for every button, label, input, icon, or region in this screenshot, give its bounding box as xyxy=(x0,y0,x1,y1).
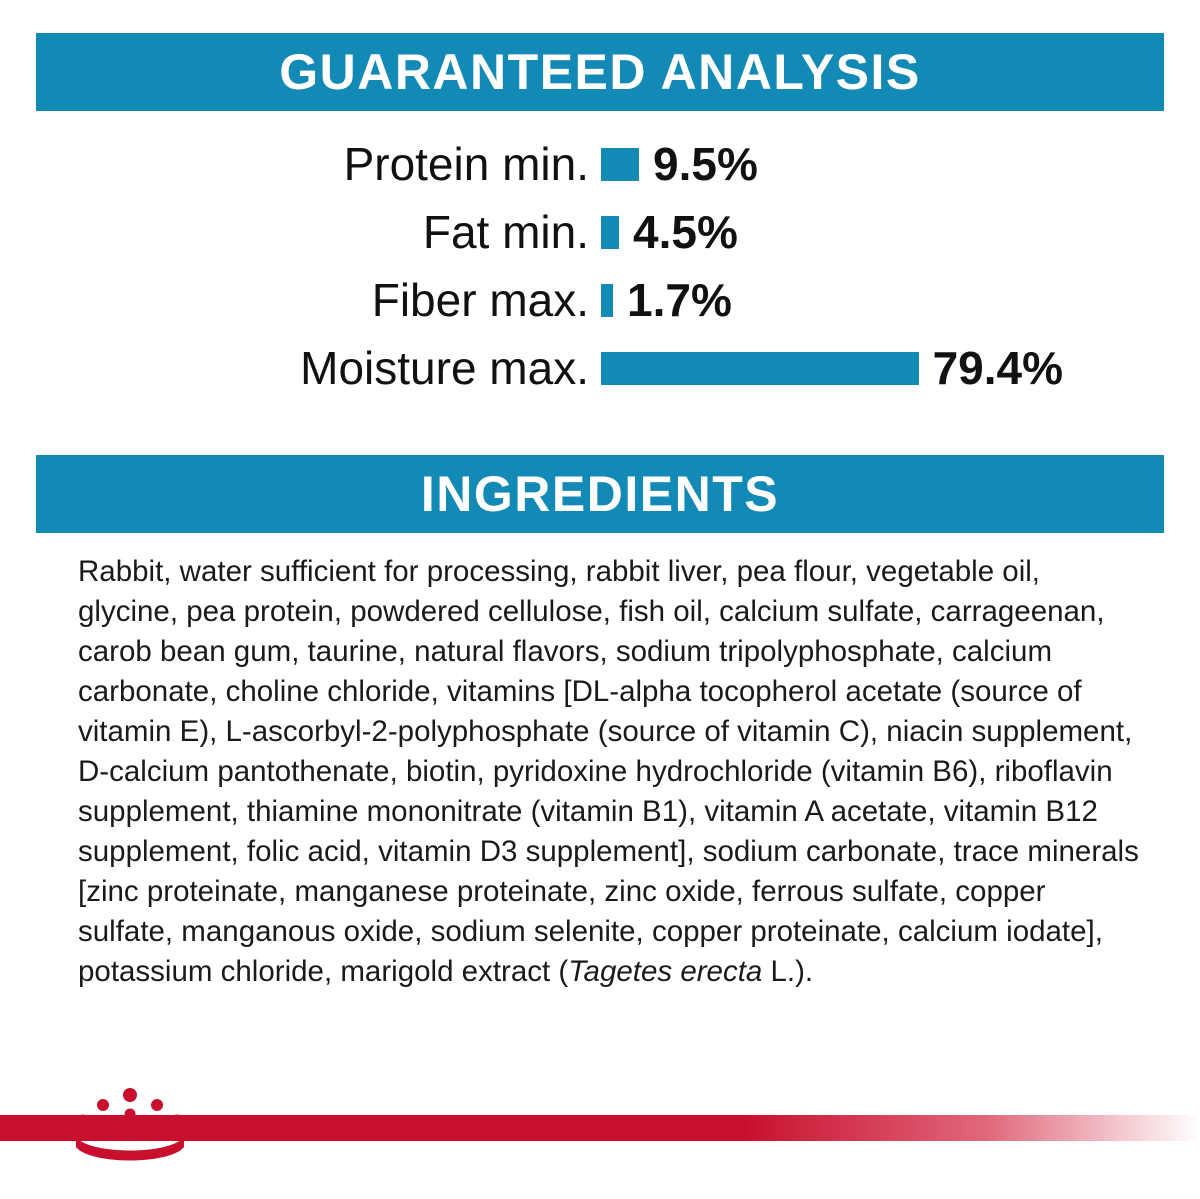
ga-bar-wrap-protein xyxy=(601,137,1164,191)
ga-bar-wrap-fat xyxy=(601,205,1164,259)
ga-label-moisture: Moisture max. xyxy=(300,342,589,394)
ga-bar-wrap-fiber xyxy=(601,273,1164,327)
ga-row-fat xyxy=(36,198,1164,266)
ingredients-header xyxy=(36,455,1164,533)
ga-label-protein: Protein min. xyxy=(343,138,589,190)
ga-bar-fat xyxy=(601,216,619,249)
guaranteed-analysis-title: GUARANTEED ANALYSIS xyxy=(279,44,921,100)
ingredients-title: INGREDIENTS xyxy=(420,466,780,522)
ingredients-scientific-name: Tagetes erecta xyxy=(568,955,763,988)
ga-value-fat: 4.5% xyxy=(633,206,738,258)
footer xyxy=(0,1059,1200,1199)
ga-row-fiber xyxy=(36,266,1164,334)
ga-value-fiber: 1.7% xyxy=(627,274,732,326)
ga-label-fat: Fat min. xyxy=(422,206,589,258)
ga-bar-protein xyxy=(601,148,639,181)
ga-bar-fiber xyxy=(601,284,613,317)
royal-canin-crown-logo-icon xyxy=(70,1085,190,1171)
ga-row-moisture xyxy=(36,334,1164,402)
ga-value-moisture: 79.4% xyxy=(932,342,1064,394)
ingredients-text-tail: L.). xyxy=(762,955,814,988)
ingredients-text-main: Rabbit, water sufficient for processing, rabbit liver, pea flour, vegetable oil, glycine, pea protein, powdered cellulose, fish oil, calcium sulfate, carrageenan, carob bean gum, taurine, natural flavors, sodium tripolyphosphate, calcium carbonate, choline chloride, vitamins [DL-alpha tocopherol acetate (source of vitamin E), L-ascorbyl-2-polyphosphate (source of vitamin C), niacin supplement, D-calcium pantothenate, biotin, pyridoxine hydrochloride (vitamin B6), riboflavin supplement, thiamine mononitrate (vitamin B1), vitamin A acetate, vitamin B12 supplement, folic acid, vitamin D3 supplement], sodium carbonate, trace minerals [zinc proteinate, manganese proteinate, zinc oxide, ferrous sulfate, copper sulfate, manganous oxide, sodium selenite, copper proteinate, calcium iodate], potassium chloride, marigold extract ( xyxy=(78,555,1139,988)
ga-bar-wrap-moisture xyxy=(601,341,1164,395)
ga-row-protein xyxy=(36,130,1164,198)
guaranteed-analysis-list xyxy=(36,130,1164,402)
ga-value-protein: 9.5% xyxy=(653,138,758,190)
ga-label-fiber: Fiber max. xyxy=(371,274,589,326)
guaranteed-analysis-header xyxy=(36,33,1164,111)
ingredients-paragraph xyxy=(78,552,1146,992)
ga-bar-moisture xyxy=(601,352,919,385)
